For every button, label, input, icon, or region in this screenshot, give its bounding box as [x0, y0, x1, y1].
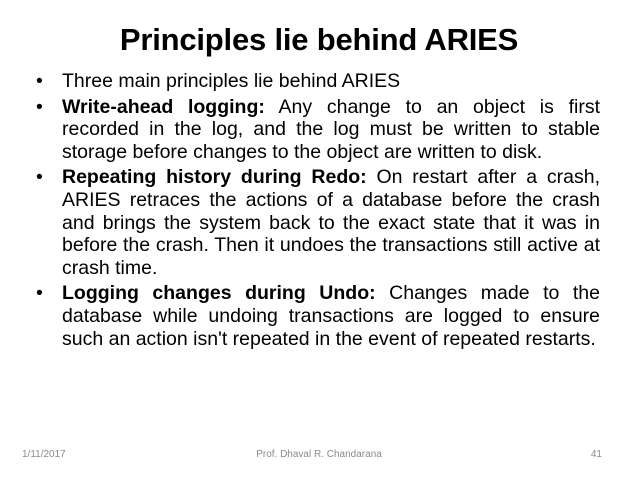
bullet-item: [36, 70, 600, 93]
bullet-text: Any change to an object is first recorded in the log, and the log must be written to stable storage before changes to the object are written to disk.: [62, 95, 600, 163]
bullet-term: Repeating history during Redo:: [62, 166, 367, 189]
bullet-term: Write-ahead logging:: [62, 95, 265, 118]
bullet-icon: •: [36, 282, 43, 305]
slide-title: Principles lie behind ARIES: [119, 22, 519, 57]
bullet-item: [36, 282, 600, 350]
bullet-term: Logging changes during Undo:: [62, 282, 376, 305]
bullet-text: On restart after a crash, ARIES retraces the actions of a database before the crash and brings the system back to the exact state that it was in before the crash. Then it undoes the transactions still active at crash time.: [62, 166, 600, 279]
footer-date: 1/11/2017: [22, 449, 66, 460]
bullet-item: [36, 96, 600, 164]
bullet-item: [36, 166, 600, 279]
bullet-icon: •: [36, 70, 43, 92]
bullet-text: Changes made to the database while undoing transactions are logged to ensure such an action isn't repeated in the event of repeated restarts.: [62, 282, 600, 350]
footer-author: Prof. Dhaval R. Chandarana: [256, 449, 382, 460]
bullet-icon: •: [36, 166, 43, 189]
bullet-icon: •: [36, 95, 43, 118]
bullet-list: [36, 70, 600, 353]
footer-page-number: 41: [590, 449, 602, 460]
bullet-text: Three main principles lie behind ARIES: [62, 70, 401, 92]
